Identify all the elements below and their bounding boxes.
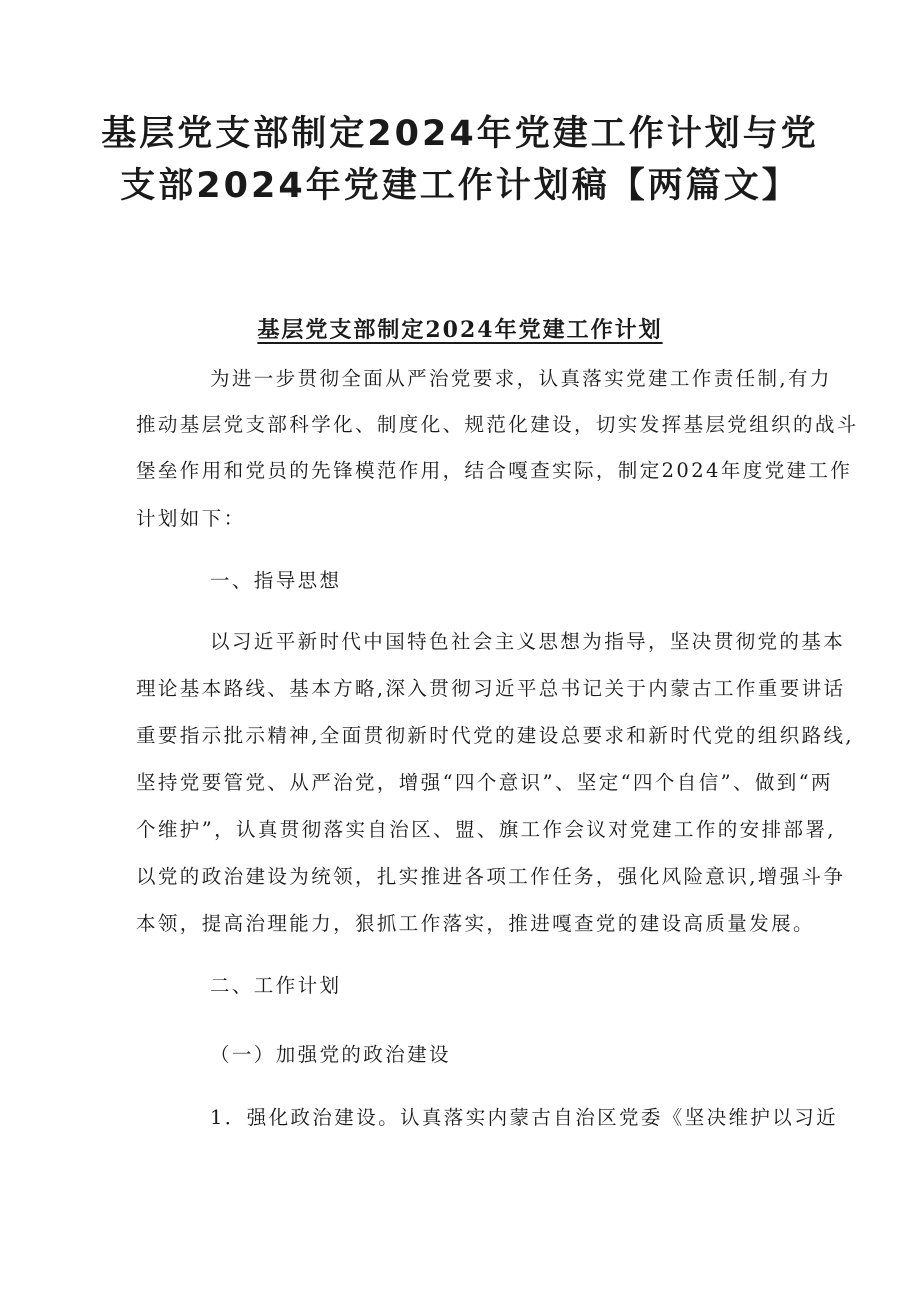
guiding-line: 本领，提高治理能力，狠抓工作落实，推进嘎查党的建设高质量发展。 (136, 912, 815, 935)
heading-work-plan: 二、工作计划 (210, 974, 342, 997)
heading-guiding-ideology: 一、指导思想 (210, 569, 342, 592)
intro-line: 为进一步贯彻全面从严治党要求，认真落实党建工作责任制,有力 (210, 367, 832, 390)
guiding-line: 理论基本路线、基本方略,深入贯彻习近平总书记关于内蒙古工作重要讲话 (136, 677, 846, 700)
section-title-text: 基层党支部制定2024年党建工作计划 (257, 317, 663, 343)
section-title (60, 313, 860, 347)
document-title-line-2: 支部2024年党建工作计划稿【两篇文】 (120, 166, 800, 206)
subheading-political-building: （一）加强党的政治建设 (210, 1043, 451, 1066)
guiding-line: 重要指示批示精神,全面贯彻新时代党的建设总要求和新时代党的组织路线, (136, 724, 854, 747)
item-1-line: 1．强化政治建设。认真落实内蒙古自治区党委《坚决维护以习近 (210, 1106, 839, 1129)
guiding-line: 坚持党要管党、从严治党，增强“四个意识”、坚定“四个自信”、做到“两 (136, 771, 833, 794)
guiding-line: 以党的政治建设为统领，扎实推进各项工作任务，强化风险意识,增强斗争 (136, 865, 846, 888)
document-title-line-1: 基层党支部制定2024年党建工作计划与党 (101, 114, 819, 154)
guiding-line: 个维护”，认真贯彻落实自治区、盟、旗工作会议对党建工作的安排部署, (136, 818, 836, 841)
intro-line: 计划如下： (136, 507, 246, 530)
guiding-line: 以习近平新时代中国特色社会主义思想为指导，坚决贯彻党的基本 (210, 630, 846, 653)
intro-line: 堡垒作用和党员的先锋模范作用，结合嘎查实际，制定2024年度党建工作 (136, 459, 853, 482)
intro-line: 推动基层党支部科学化、制度化、规范化建设，切实发挥基层党组织的战斗 (136, 413, 859, 436)
